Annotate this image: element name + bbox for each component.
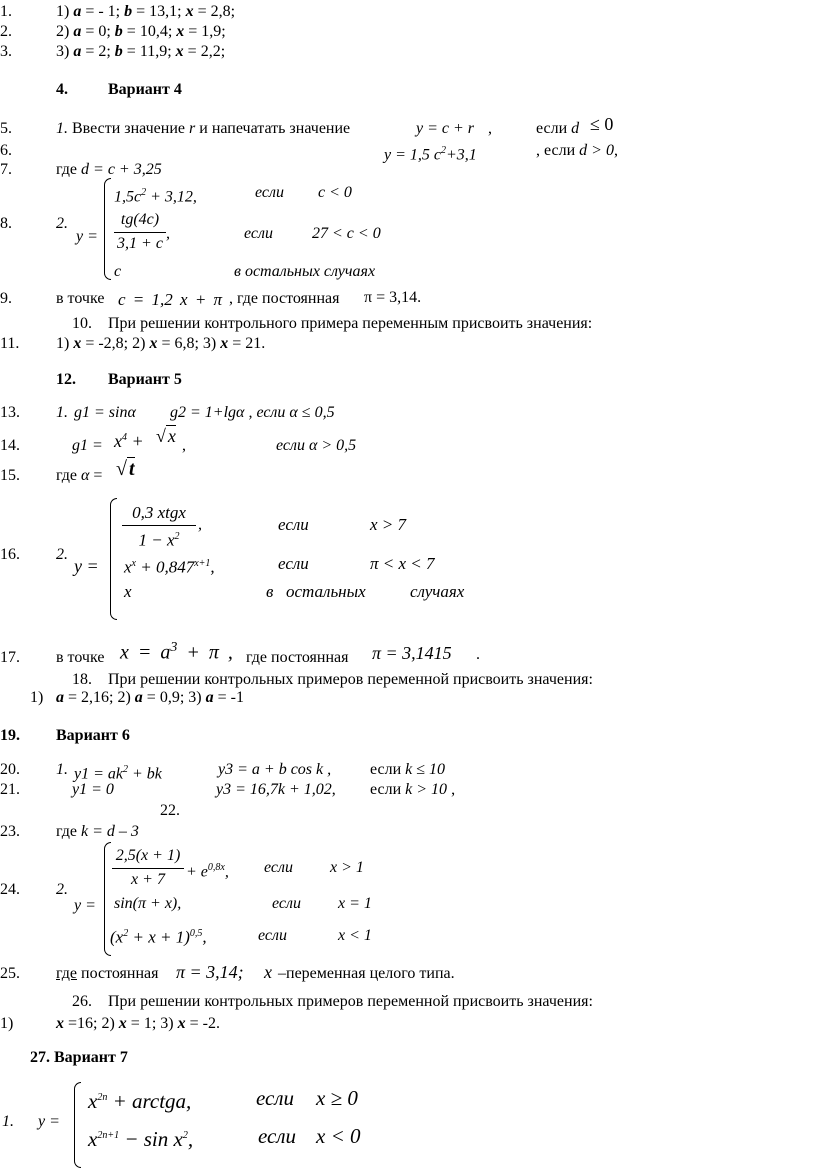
formula: $x^4$ +: [114, 431, 144, 451]
line-number: 17.: [0, 649, 20, 666]
variable: x: [264, 962, 272, 982]
formula: c = 1,2 x + π: [118, 290, 223, 309]
formula: y = 1,5 $c^2+3,1$: [384, 145, 477, 164]
case-1-if: если: [256, 1086, 295, 1110]
line-number: 22.: [160, 802, 180, 819]
line-text: 2) a = 0; b = 10,4; x = 1,9;: [56, 23, 226, 40]
case-1-if: если: [278, 515, 309, 534]
case-3-cond: в остальных случаях: [234, 263, 376, 280]
section-number: 4.: [56, 81, 68, 98]
section-heading: Вариант 6: [56, 727, 130, 744]
section-number: 12.: [56, 371, 76, 388]
case-1-denominator: x + 7: [131, 871, 165, 888]
punct: .: [476, 646, 480, 663]
brace: [104, 178, 111, 280]
section-number: 19.: [0, 727, 20, 744]
task-text: , где постоянная: [229, 290, 340, 307]
case-2-cond: 27 < c < 0: [312, 225, 381, 242]
line-number: 11.: [0, 335, 20, 352]
line-number: 7.: [0, 161, 12, 178]
line-number: 9.: [0, 290, 12, 307]
task-text: в точке: [56, 649, 105, 666]
task-label: 1.: [2, 1113, 14, 1130]
task-label: 1.: [56, 761, 68, 778]
case-3-cond: x < 1: [338, 927, 372, 944]
formula: y3 = 16,7k + 1,02,: [216, 781, 336, 798]
line-text: 3) a = 2; b = 11,9; x = 2,2;: [56, 43, 226, 60]
line-number: 25.: [0, 965, 20, 982]
fraction-bar: [112, 868, 184, 869]
case-3-cond: случаях: [410, 582, 465, 601]
task-text: где d = c + 3,25: [56, 161, 162, 178]
task-text: где постоянная: [56, 965, 159, 982]
line-number: 24.: [0, 881, 20, 898]
fraction-bar: [114, 232, 166, 233]
case-3: $(x^2 + x + 1)^{0,5}$,: [110, 927, 207, 947]
condition: если k > 10 ,: [370, 781, 456, 798]
task-text: При решении контрольных примеров переменной присвоить значения:: [108, 993, 593, 1010]
line-number: 16.: [0, 546, 20, 563]
case-3-cond: остальных: [286, 582, 366, 601]
line-number: 10.: [72, 315, 92, 332]
formula: g1 = sinα: [74, 404, 136, 421]
formula: y = c + r: [416, 120, 475, 137]
line-number: 2.: [0, 23, 12, 40]
line-text: 1) a = - 1; b = 13,1; x = 2,8;: [56, 3, 236, 20]
task-text: 1) x = -2,8; 2) x = 6,8; 3) x = 21.: [56, 335, 266, 352]
case-1: $x^{2n}$ + arctga,: [88, 1089, 192, 1113]
task-text: в точке: [56, 290, 105, 307]
case-1-cond: x > 1: [330, 859, 364, 876]
case-3-if: если: [258, 927, 287, 944]
punct: ,: [166, 225, 170, 242]
case-2-numerator: tg(4c): [120, 211, 160, 228]
line-number: 23.: [0, 823, 20, 840]
case-2-if: если: [244, 225, 273, 242]
line-number: 6.: [0, 142, 12, 159]
line-number: 5.: [0, 120, 12, 137]
case-1-numerator: 0,3 xtgx: [132, 503, 186, 522]
case-1: $1,5c^2 + 3,12$,: [114, 187, 197, 206]
task-text: где α =: [56, 467, 103, 484]
line-number: 15.: [0, 467, 20, 484]
line-number: 1): [0, 1015, 14, 1032]
case-2: sin(π + x),: [114, 895, 182, 912]
line-number: 3.: [0, 43, 12, 60]
case-1-denominator: $1 - x^2$: [138, 530, 180, 550]
case-2-denominator: 3,1 + c: [117, 235, 163, 252]
case-2-cond: π < x < 7: [370, 554, 435, 573]
case-1-cond: c < 0: [318, 184, 352, 201]
y-equals: y =: [74, 897, 96, 914]
case-2-if: если: [272, 895, 301, 912]
task-label: 2.: [56, 215, 68, 232]
task-text: 1. Ввести значение r и напечатать значение: [56, 120, 351, 137]
condition: если k ≤ 10: [370, 761, 446, 778]
case-2: $x^{2n+1} - \sin x^2$,: [88, 1127, 194, 1151]
constant: π = 3,14.: [364, 289, 422, 306]
sqrt: √ t: [116, 458, 135, 480]
case-3-cond: в: [266, 582, 274, 601]
section-heading: Вариант 4: [108, 81, 182, 98]
line-number: 18.: [72, 671, 92, 688]
line-number: 1.: [0, 3, 12, 20]
case-1-cond: x ≥ 0: [316, 1086, 358, 1110]
case-3: x: [124, 582, 132, 601]
formula: y3 = a + b cos k ,: [218, 761, 332, 778]
condition: , если d > 0,: [536, 142, 618, 159]
section-heading: 27. Вариант 7: [30, 1049, 128, 1066]
formula: g2 = 1+lgα , если α ≤ 0,5: [170, 404, 335, 421]
line-number: 14.: [0, 437, 20, 454]
task-text: где постоянная: [246, 649, 349, 666]
y-equals: y =: [76, 228, 98, 245]
line-number: 8.: [0, 215, 12, 232]
case-1-if: если: [255, 184, 284, 201]
task-text: x =16; 2) x = 1; 3) x = -2.: [56, 1015, 220, 1032]
case-1-numerator: 2,5(x + 1): [115, 847, 181, 864]
task-text: где k = d – 3: [56, 823, 139, 840]
line-number: 21.: [0, 781, 20, 798]
constant: π = 3,1415: [372, 643, 452, 663]
formula: g1 =: [72, 437, 103, 454]
task-label: 2.: [56, 546, 68, 563]
task-text: a = 2,16; 2) a = 0,9; 3) a = -1: [56, 689, 244, 706]
line-number: 1): [30, 689, 44, 706]
case-2-cond: x < 0: [316, 1124, 361, 1148]
case-3: c: [114, 263, 122, 280]
task-label: 1.: [56, 404, 68, 421]
line-number: 20.: [0, 761, 20, 778]
case-1-if: если: [264, 859, 293, 876]
task-text: При решении контрольных примеров переменной присвоить значения:: [108, 671, 593, 688]
punct: ,: [488, 120, 492, 137]
brace: [110, 498, 117, 620]
y-equals: y =: [38, 1113, 60, 1130]
case-1-exp: + $e^{0,8x}$,: [186, 862, 229, 881]
fraction-bar: [122, 525, 196, 526]
sqrt: √ x: [156, 426, 176, 446]
punct: ,: [198, 516, 202, 533]
brace: [74, 1082, 81, 1168]
punct: ,: [182, 437, 186, 454]
y-equals: y =: [74, 556, 99, 576]
task-text: При решении контрольного примера переменным присвоить значения:: [108, 315, 593, 332]
formula: $x = a^3 + \pi$ ,: [120, 640, 233, 664]
section-heading: Вариант 5: [108, 371, 182, 388]
case-2-cond: x = 1: [338, 895, 372, 912]
formula: $y1 = ak^2$ + bk: [74, 764, 162, 783]
task-text: –переменная целого типа.: [278, 965, 455, 982]
task-label: 2.: [56, 881, 68, 898]
case-2-if: если: [258, 1124, 297, 1148]
case-2: $x^x + 0,847^{x+1}$,: [124, 557, 215, 577]
case-2-if: если: [278, 554, 309, 573]
formula: y1 = 0: [72, 781, 114, 798]
condition: если α > 0,5: [276, 437, 357, 454]
constant: π = 3,14;: [176, 962, 244, 982]
line-number: 13.: [0, 404, 20, 421]
line-number: 26.: [72, 993, 92, 1010]
condition: если d: [536, 120, 580, 137]
condition-value: ≤ 0: [590, 114, 614, 134]
case-1-cond: x > 7: [370, 515, 407, 534]
